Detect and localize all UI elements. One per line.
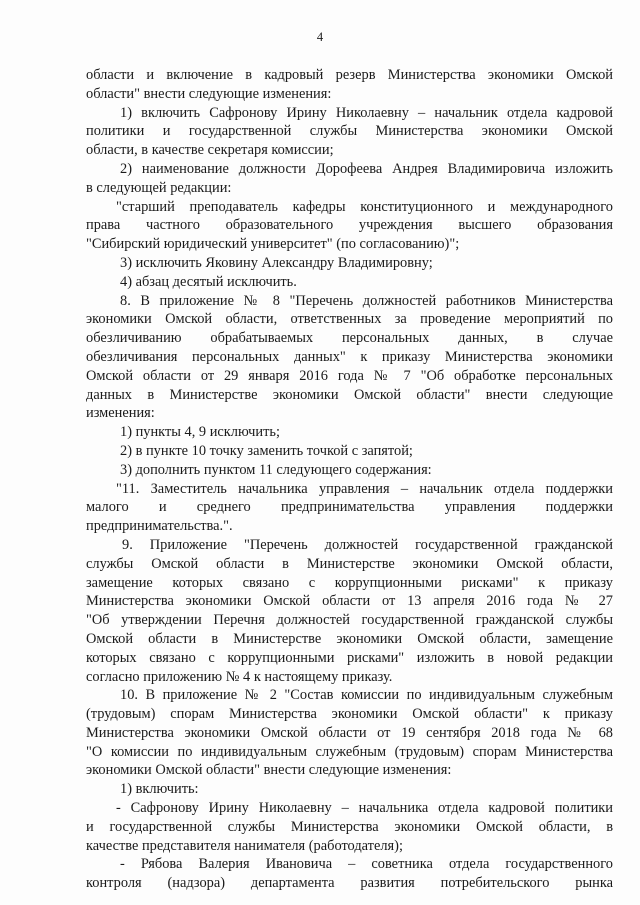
document-body — [86, 66, 613, 893]
text-line: - Рябова Валерия Ивановича – советника отдела государственного — [120, 856, 613, 873]
text-line: области и включение в кадровый резерв Министерства экономики Омской — [86, 67, 613, 83]
text-line: изменения: — [86, 405, 155, 422]
text-line: права частного образовательного учреждения высшего образования — [86, 217, 613, 234]
text-line: в следующей редакции: — [86, 179, 232, 196]
text-line: 1) включить: — [120, 781, 199, 798]
text-line: "Об утверждении Перечня должностей государственной гражданской службы — [86, 612, 613, 629]
text-line: и государственной службы Министерства экономики Омской области, в — [86, 818, 613, 835]
text-line: 10. В приложение № 2 "Состав комиссии по индивидуальным служебным — [120, 687, 613, 704]
text-line: 3) дополнить пунктом 11 следующего содержания: — [120, 461, 432, 478]
text-line: Омской области от 29 января 2016 года № 7 "Об обработке персональных — [86, 367, 613, 384]
text-line: области" внести следующие изменения: — [86, 85, 332, 102]
text-line: 4) абзац десятый исключить. — [120, 273, 297, 290]
text-line: (трудовым) спорам Министерства экономики Омской области" к приказу — [86, 706, 613, 723]
text-line: обезличивания персональных данных" к приказу Министерства экономики — [86, 348, 613, 365]
text-line: 8. В приложение № 8 "Перечень должностей работников Министерства — [120, 292, 613, 309]
text-line: 3) исключить Яковину Александру Владимировну; — [120, 254, 433, 271]
text-line: 1) пункты 4, 9 исключить; — [120, 424, 280, 441]
text-line: 1) включить Сафронову Ирину Николаевну – начальник отдела кадровой — [120, 104, 613, 121]
text-line: контроля (надзора) департамента развития потребительского рынка — [86, 875, 613, 892]
text-line: данных в Министерстве экономики Омской области" внести следующие — [86, 386, 613, 403]
text-line: политики и государственной службы Министерства экономики Омской — [86, 123, 613, 140]
text-line: Министерства экономики Омской области от 13 апреля 2016 года № 27 — [86, 593, 613, 610]
text-line: малого и среднего предпринимательства управления поддержки — [86, 499, 613, 516]
text-line: "старший преподаватель кафедры конституционного и международного — [116, 198, 613, 215]
text-line: 2) в пункте 10 точку заменить точкой с запятой; — [120, 442, 413, 459]
text-line: области, в качестве секретаря комиссии; — [86, 142, 334, 159]
text-line: 2) наименование должности Дорофеева Андрея Владимировича изложить — [120, 160, 613, 177]
text-line: качестве представителя нанимателя (работодателя); — [86, 837, 403, 854]
text-line: обезличиванию обрабатываемых персональных данных, в случае — [86, 330, 613, 347]
text-line: - Сафронову Ирину Николаевну – начальника отдела кадровой политики — [116, 800, 613, 817]
text-line: "11. Заместитель начальника управления – начальник отдела поддержки — [116, 480, 613, 497]
text-line: "Сибирский юридический университет" (по согласованию)"; — [86, 236, 460, 253]
text-line: службы Омской области в Министерстве экономики Омской области, — [86, 555, 613, 572]
text-line: 9. Приложение "Перечень должностей государственной гражданской — [122, 536, 613, 553]
text-line: Министерства экономики Омской области от 19 сентября 2018 года № 68 — [86, 724, 613, 741]
text-line: экономики Омской области, ответственных за проведение мероприятий по — [86, 311, 613, 328]
page-number: 4 — [316, 30, 324, 44]
text-line: Омской области в Министерстве экономики Омской области, замещение — [86, 630, 613, 647]
text-line: предпринимательства.". — [86, 518, 233, 535]
text-line: замещение которых связано с коррупционными рисками" к приказу — [86, 574, 613, 591]
text-line: которых связано с коррупционными рисками" изложить в новой редакции — [86, 649, 613, 666]
text-line: экономики Омской области" внести следующие изменения: — [86, 762, 452, 779]
text-line: согласно приложению № 4 к настоящему приказу. — [86, 668, 393, 685]
text-line: "О комиссии по индивидуальным служебным (трудовым) спорам Министерства — [86, 743, 613, 760]
